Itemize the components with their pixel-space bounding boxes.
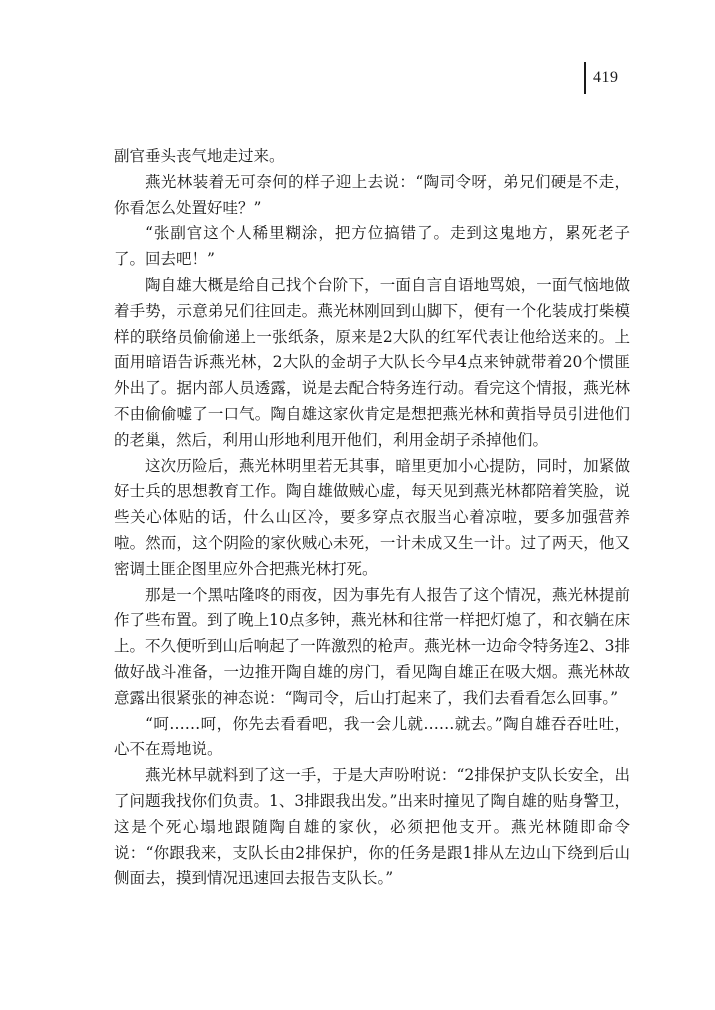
header-divider [584, 62, 586, 94]
body-text [114, 144, 630, 892]
paragraph-continuation: 副官垂头丧气地走过来。 [114, 147, 285, 165]
paragraph: 那是一个黑咕隆咚的雨夜，因为事先有人报告了这个情况，燕光林提前作了些布置。到了晚上10点多钟，燕光林和往常一样把灯熄了，和衣躺在床上。不久便听到山后响起了一阵激烈的枪声。燕光林一边命令特务连2、3排做好战斗准备，一边推开陶自雄的房门，看见陶自雄正在吸大烟。燕光林故意露出很紧张的神态说：“陶司令，后山打起来了，我们去看看怎么回事。” [114, 585, 630, 707]
paragraph: “张副官这个人稀里糊涂，把方位搞错了。走到这鬼地方，累死老子了。回去吧！” [114, 224, 630, 269]
paragraph: 燕光林装着无可奈何的样子迎上去说：“陶司令呀，弟兄们硬是不走，你看怎么处置好哇？” [114, 172, 630, 217]
paragraph: 陶自雄大概是给自己找个台阶下，一面自言自语地骂娘，一面气恼地做着手势，示意弟兄们往回走。燕光林刚回到山脚下，便有一个化装成打柴模样的联络员偷偷递上一张纸条，原来是2大队的红军代表让他给送来的。上面用暗语告诉燕光林，2大队的金胡子大队长今早4点来钟就带着20个惯匪外出了。据内部人员透露，说是去配合特务连行动。看完这个情报，燕光林不由偷偷嘘了一口气。陶自雄这家伙肯定是想把燕光林和黄指导员引进他们的老巢，然后，利用山形地利甩开他们，利用金胡子杀掉他们。 [114, 275, 630, 449]
paragraph: “呵……呵，你先去看看吧，我一会儿就……就去。”陶自雄吞吞吐吐，心不在焉地说。 [114, 714, 630, 759]
page-number: 419 [593, 69, 619, 86]
page-header [584, 62, 619, 94]
paragraph: 燕光林早就料到了这一手，于是大声吩咐说：“2排保护支队长安全，出了问题我找你们负责。1、3排跟我出发。”出来时撞见了陶自雄的贴身警卫，这是个死心塌地跟随陶自雄的家伙，必须把他支开。燕光林随即命令说：“你跟我来，支队长由2排保护，你的任务是跟1排从左边山下绕到后山侧面去，摸到情况迅速回去报告支队长。” [114, 766, 630, 888]
paragraph: 这次历险后，燕光林明里若无其事，暗里更加小心提防，同时，加紧做好士兵的思想教育工作。陶自雄做贼心虚，每天见到燕光林都陪着笑脸，说些关心体贴的话，什么山区冷，要多穿点衣服当心着凉啦，要多加强营养啦。然而，这个阴险的家伙贼心未死，一计未成又生一计。过了两天，他又密调土匪企图里应外合把燕光林打死。 [114, 456, 630, 578]
